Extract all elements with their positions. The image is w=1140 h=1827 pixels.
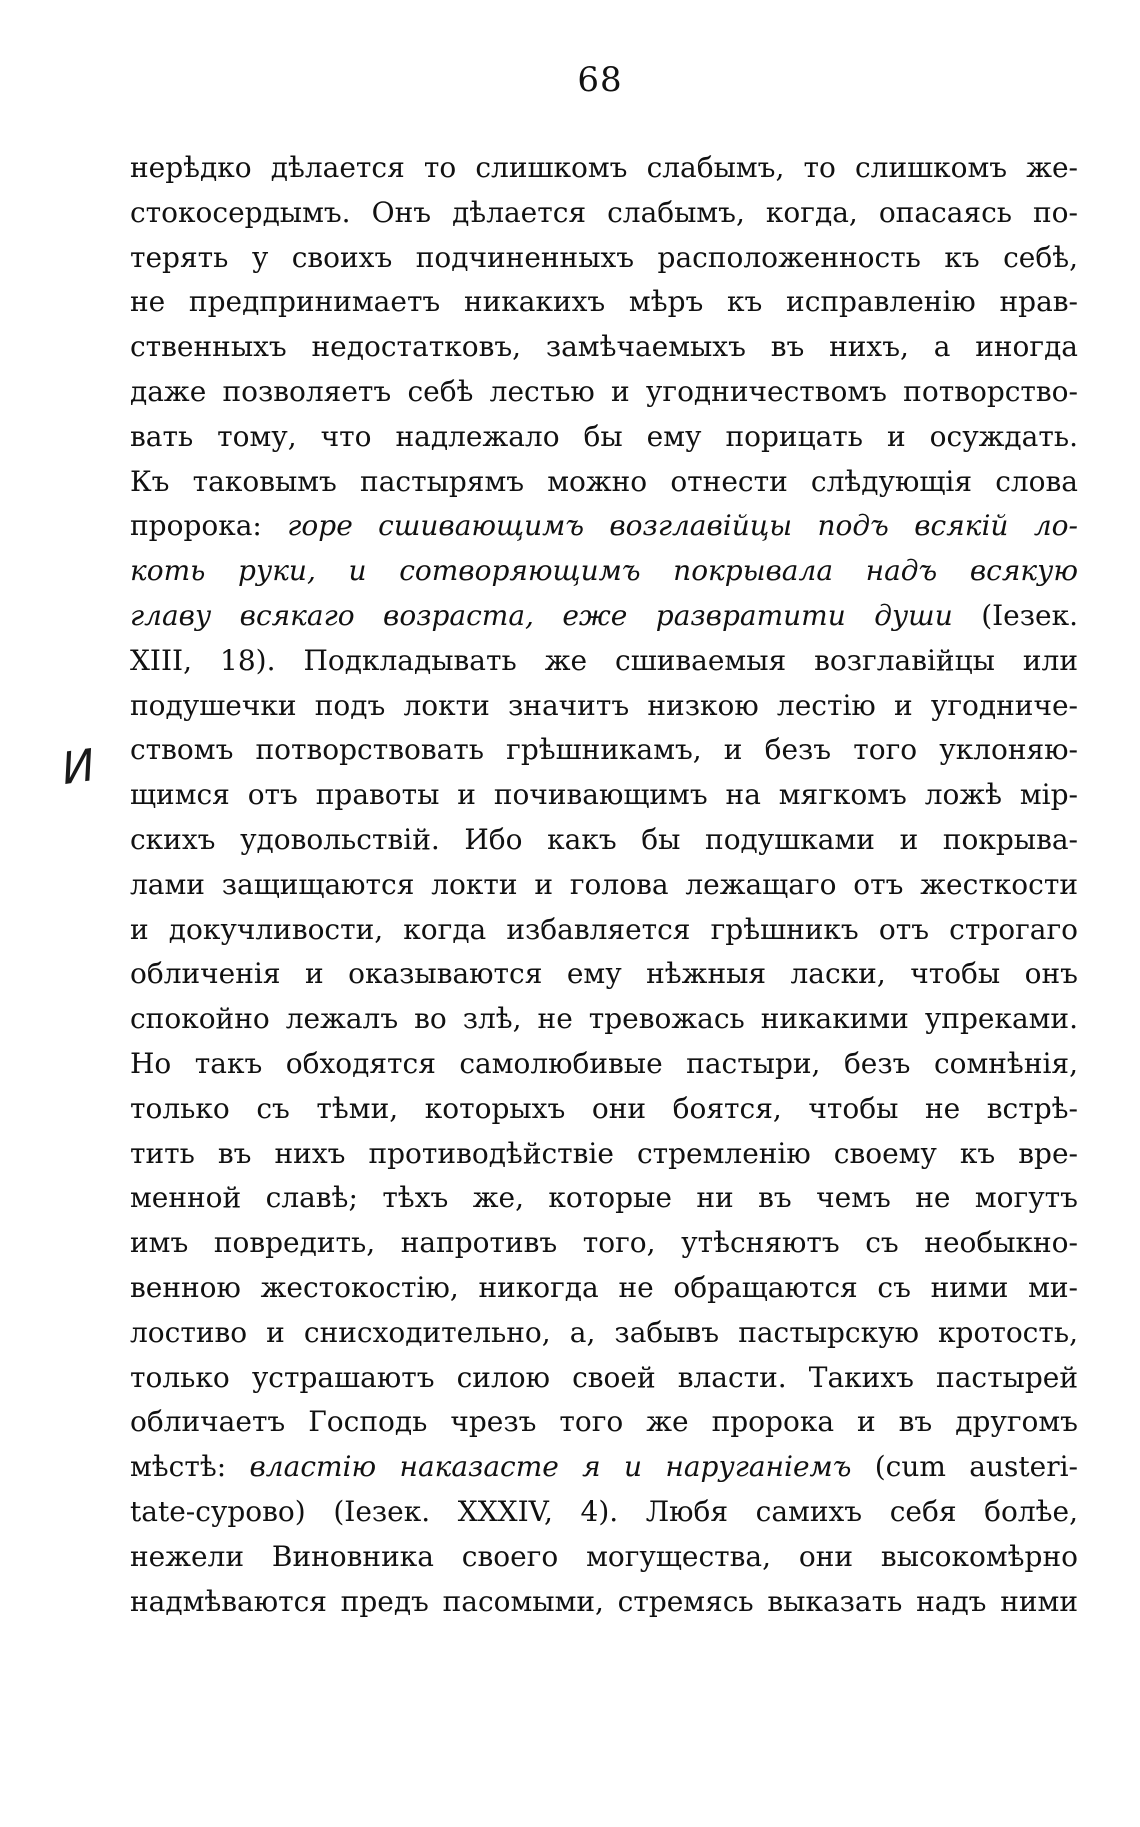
text-segment: лостиво и снисходительно, а, забывъ пастырскую кротость, [130,1315,1078,1349]
text-line [130,997,1078,1042]
text-line [130,1266,1078,1311]
text-segment: пророка: [130,509,288,543]
text-line [130,818,1078,863]
text-line [130,1311,1078,1356]
text-segment: tate-сурово) (Іезек. XXXIV, 4). Любя самихъ себя болѣе, [130,1494,1078,1528]
text-line [130,684,1078,729]
text-line [130,549,1078,594]
page-number: 68 [577,60,623,100]
text-segment: нежели Виновника своего могущества, они высокомѣрно [130,1539,1078,1573]
body-text [130,146,1078,1624]
text-segment: стокосердымъ. Онъ дѣлается слабымъ, когда, опасаясь по- [130,195,1078,229]
text-segment: обличенія и оказываются ему нѣжныя ласки, чтобы онъ [130,957,1078,991]
handwritten-margin-note: И [58,739,99,796]
text-segment: щимся отъ правоты и почивающимъ на мягкомъ ложѣ мір- [130,778,1078,812]
text-line [130,415,1078,460]
text-line [130,908,1078,953]
text-segment: ствомъ потворствовать грѣшникамъ, и безъ того уклоняю- [130,733,1078,767]
text-line [130,1356,1078,1401]
text-segment: XIII, 18). Подкладывать же сшиваемыя возглавійцы или [130,643,1078,677]
text-segment: терять у своихъ подчиненныхъ расположенность къ себѣ, [130,240,1078,274]
text-segment: (Іезек. [952,598,1078,632]
text-line [130,236,1078,281]
text-line [130,1221,1078,1266]
text-line [130,639,1078,684]
text-segment: спокойно лежалъ во злѣ, не тревожась никакими упреками. [130,1002,1078,1036]
text-segment: надмѣваются предъ пасомыми, стремясь выказать надъ ними [130,1584,1078,1618]
italic-quote-segment: горе сшивающимъ возглавійцы подъ всякій ло- [287,509,1078,543]
text-line [130,191,1078,236]
text-segment: и докучливости, когда избавляется грѣшникъ отъ строгаго [130,912,1078,946]
text-line [130,1042,1078,1087]
text-line [130,146,1078,191]
italic-quote-segment: коть руки, и сотворяющимъ покрывала надъ всякую [130,554,1078,588]
text-segment: тить въ нихъ противодѣйствіе стремленію своему къ вре- [130,1136,1078,1170]
text-line [130,728,1078,773]
text-segment: Но такъ обходятся самолюбивые пастыри, безъ сомнѣнія, [130,1046,1078,1080]
text-line [130,1087,1078,1132]
text-segment: не предпринимаетъ никакихъ мѣръ къ исправленію нрав- [130,285,1078,319]
text-segment: менной славѣ; тѣхъ же, которые ни въ чемъ не могутъ [130,1181,1078,1215]
text-line [130,952,1078,997]
text-segment: подушечки подъ локти значитъ низкою лестію и угодниче- [130,688,1078,722]
text-line [130,325,1078,370]
text-segment: Къ таковымъ пастырямъ можно отнести слѣдующія слова [130,464,1078,498]
text-line [130,863,1078,908]
text-line [130,1490,1078,1535]
text-segment: лами защищаются локти и голова лежащаго отъ жесткости [130,867,1078,901]
text-line [130,1400,1078,1445]
text-line [130,1176,1078,1221]
text-segment: только съ тѣми, которыхъ они боятся, чтобы не встрѣ- [130,1091,1078,1125]
text-line [130,460,1078,505]
text-line [130,280,1078,325]
text-line [130,594,1078,639]
text-segment: только устрашаютъ силою своей власти. Такихъ пастырей [130,1360,1078,1394]
text-segment: обличаетъ Господь чрезъ того же пророка и въ другомъ [130,1405,1078,1439]
text-segment: ственныхъ недостатковъ, замѣчаемыхъ въ нихъ, а иногда [130,330,1078,364]
text-segment: скихъ удовольствій. Ибо какъ бы подушками и покрыва- [130,822,1078,856]
text-segment: нерѣдко дѣлается то слишкомъ слабымъ, то слишкомъ же- [130,151,1078,184]
italic-quote-segment: властію наказасте я и наруганіемъ [249,1450,852,1484]
text-segment: вать тому, что надлежало бы ему порицать и осуждать. [130,419,1078,453]
text-segment: (cum austeri- [851,1450,1078,1484]
text-line [130,773,1078,818]
text-line [130,1132,1078,1177]
text-line [130,1580,1078,1625]
text-line [130,1535,1078,1580]
text-segment: имъ повредить, напротивъ того, утѣсняютъ съ необыкно- [130,1226,1078,1260]
text-line [130,1445,1078,1490]
text-line [130,370,1078,415]
italic-quote-segment: главу всякаго возраста, еже развратити души [130,598,953,632]
text-segment: венною жестокостію, никогда не обращаются съ ними ми- [130,1270,1078,1304]
text-segment: мѣстѣ: [130,1450,250,1484]
text-line [130,504,1078,549]
text-segment: даже позволяетъ себѣ лестью и угодничествомъ потворство- [130,374,1078,408]
